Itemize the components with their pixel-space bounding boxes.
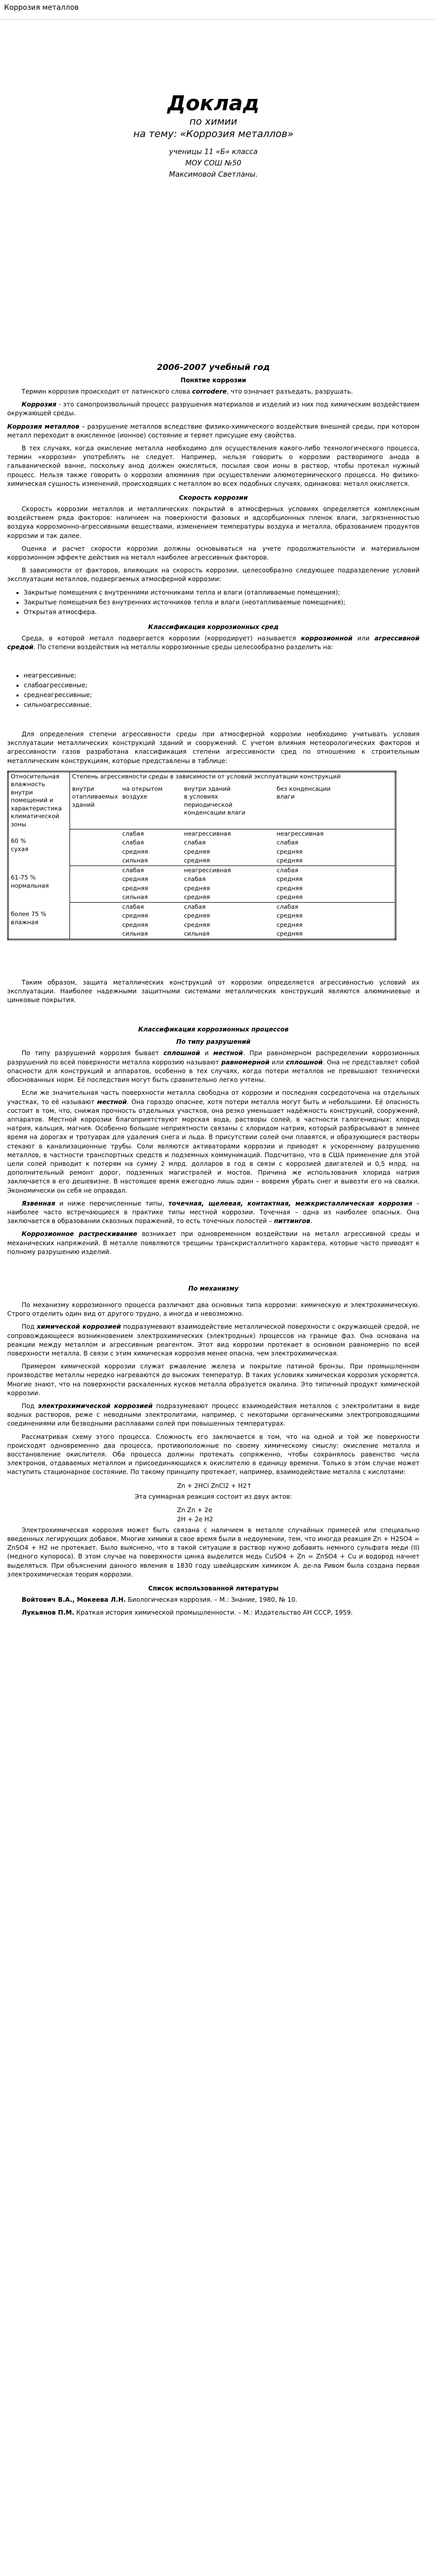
- school-year: 2006-2007 учебный год: [156, 362, 270, 372]
- list-item: • Открытая атмосфера.: [24, 608, 420, 617]
- paragraph: Эта суммарная реакция состоит из двух актов:: [134, 1493, 292, 1500]
- paragraph: По типу разрушений коррозия бывает сплошной и местной. При равномерном распределении коррозионных разрушений по всей поверхности металла коррозию называют равномерной или сплошной. Она не представляет собой опасности для конструкций и аппаратов, особенно в тех случаях, когда потери металлов не превышают технически обоснованных норм. Её последствия могут быть сравнительно легко учтены.: [7, 1049, 420, 1084]
- doc-type: Доклад: [167, 92, 259, 115]
- paragraph: Язвенная и ниже перечисленные типы, точечная, щелевая, контактная, межкристаллическая коррозия – наиболее часто встречающиеся в практике типы местной коррозии. Точечная – одна из наиболее опасных. Она заключается в образовании сквозных поражений, то есть точечных полостей – питтингов.: [7, 1199, 420, 1225]
- table-row: 60 % сухая слабая неагрессивная неагрессивная: [8, 829, 396, 838]
- section-title-media: Классификация коррозионных сред: [148, 623, 279, 631]
- paragraph: Коррозионное растрескивание возникает при одновременном воздействии на металл агрессивной среды и механических напряжений. В металле появляются трещины транскристаллитного характера, которые часто приводят к полному разрушению изделий.: [7, 1230, 420, 1256]
- table-row: слабая слабая слабая: [122, 839, 299, 846]
- table-row: средняя средняя средняя: [122, 921, 303, 928]
- list-item: • Закрытые помещения с внутренними источниками тепла и влаги (отапливаемые помещения);: [24, 588, 420, 597]
- table-row: средняя средняя средняя: [122, 848, 303, 855]
- cover-block: [7, 92, 420, 180]
- reference-item: Лукьянов П.М. Краткая история химической промышленности. – М.: Издательство АН СССР, 1959.: [22, 1609, 353, 1617]
- table-group-label: 60 % сухая: [8, 829, 70, 866]
- school-line: МОУ СОШ №50: [185, 159, 241, 167]
- table-subheader: на открытом воздухе: [120, 785, 182, 829]
- subject-line: по химии: [189, 116, 237, 127]
- table-row: средняя средняя средняя: [122, 884, 303, 892]
- table-row: средняя слабая средняя: [122, 875, 303, 883]
- paragraph: В тех случаях, когда окисление металла необходимо для осуществления какого-либо технологического процесса, термин «коррозия» употреблять не следует. Например, нельзя говорить о коррозии растворимого анода в гальванической ванне, поскольку анод должен окисляться, посылая свои ионы в раствор, чтобы протекал нужный процесс. Нельзя также говорить о коррозии алюминия при осуществлении алюмотермического процесса. Но физико-химическая сущность изменений, происходящих с металлом во всех подобных случаях, одинакова: металл окисляется.: [7, 445, 420, 487]
- table-header-humidity: Относительная влажность внутри помещений и характеристика климатической зоны: [8, 771, 70, 829]
- topic-line: на тему: «Коррозия металлов»: [133, 128, 293, 140]
- formula: Zn Zn + 2e: [177, 1506, 213, 1514]
- conditions-list: [24, 588, 420, 617]
- references-title: Список использованной литературы: [148, 1585, 279, 1592]
- paragraph: Электрохимическая коррозия может быть связана с наличием в металле случайных примесей или специально введенных легирующих добавок. Многие химики в свое время были в недоумении, тем, что иногда реакция Zn + H2SO4 = ZnSO4 + H2 не протекает. Было выяснено, что в такой ситуации в раствор нужно добавить немного сульфата меди (II) (медного купороса). В этом случае на поверхности цинка выделится медь CuSO4 + Zn = ZnSO4 + Cu и водород начнет выделяться. При объяснении данного явления в 1830 году швейцарским химиком А. де-ла Ривом была создана первая электрохимическая теория коррозии.: [7, 1526, 420, 1578]
- list-item: • слабоагрессивные;: [24, 681, 420, 690]
- formula: Zn + 2HCl ZnCl2 + H2↑: [177, 1482, 252, 1489]
- paragraph: В зависимости от факторов, влияющих на скорость коррозии, целесообразно следующее подразделение условий эксплуатации металлов, подвергаемых атмосферной коррозии:: [7, 567, 420, 583]
- paragraph: По механизму коррозионного процесса различают два основных типа коррозии: химическую и электрохимическую. Строго отделить один вид от другого трудно, а иногда и невозможно.: [7, 1301, 420, 1318]
- formula: 2H + 2e H2: [177, 1515, 213, 1523]
- section-title-classification: Классификация коррозионных процессов: [138, 1026, 289, 1033]
- table-row: сильная средняя средняя: [8, 856, 396, 866]
- paragraph: Для определения степени агрессивности среды при атмосферной коррозии необходимо учитывать условия эксплуатации металлических конструкций зданий и сооружений. С учетом влияния метеорологических факторов и агрессивности газов разработана классификация степени агрессивности сред по отношению к строительным металлическим конструкциям, которые представлены в таблице:: [7, 731, 420, 765]
- student-line: ученицы 11 «Б» класса: [169, 148, 258, 156]
- table-header-degree: Степень агрессивности среды в зависимости от условий эксплуатации конструкций: [72, 772, 341, 780]
- subsection-title-mechanism: По механизму: [188, 1284, 239, 1292]
- list-item: • неагрессивные;: [24, 671, 420, 680]
- site-header: [0, 0, 436, 20]
- paragraph: Под электрохимической коррозией подразумевают процесс взаимодействия металлов с электролитами в виде водных растворов, реже с неводными электролитами, например, с некоторыми органическими электропроводящими соединениями или безводными расплавами солей при повышенных температурах.: [7, 1402, 420, 1428]
- reference-item: Войтович В.А., Мокеева Л.Н. Биологическая коррозия. – М.: Знание, 1980, № 10.: [22, 1596, 298, 1604]
- paragraph: Скорость коррозии металлов и металлических покрытий в атмосферных условиях определяется комплексным воздействием ряда факторов: наличием на поверхности фазовых и адсорбционных пленок влаги, загрязненностью воздуха коррозионно-агрессивными веществами, изменением температуры воздуха и металла, образованием продуктов коррозии и так далее.: [7, 505, 420, 539]
- list-item: • Закрытые помещения без внутренних источников тепла и влаги (неотапливаемые помещения);: [24, 598, 420, 607]
- table-subheader: без конденсации влаги: [274, 785, 395, 829]
- site-title: Коррозия металлов: [4, 4, 79, 12]
- aggressiveness-table: [7, 771, 396, 940]
- paragraph: Примером химической коррозии служат ржавление железа и покрытие патиной бронзы. При промышленном производстве металлы нередко нагреваются до высоких температур. В таких условиях химическая коррозия ускоряется. Многие знают, что на поверхности раскаленных кусков металла образуется окалина. Это типичный продукт химической коррозии.: [7, 1363, 420, 1397]
- list-item: • среднеагрессивные;: [24, 691, 420, 700]
- paragraph: Оценка и расчет скорости коррозии должны основываться на учете продолжительности и материальном коррозионном эффекте действия на металл наиболее агрессивных факторов.: [7, 545, 420, 562]
- list-item: • сильноагрессивные.: [24, 701, 420, 709]
- paragraph: Коррозия - это самопроизвольный процесс разрушения материалов и изделий из них под химическим воздействием окружающей среды.: [7, 401, 420, 417]
- paragraph: Среда, в которой металл подвергается коррозии (корродирует) называется коррозионной или агрессивной средой. По степени воздействия на металлы коррозионные среды целесообразно разделить на:: [7, 634, 420, 651]
- table-subheader: внутри отапливаемых зданий: [70, 785, 120, 829]
- section-title-concept: Понятие коррозии: [180, 377, 247, 384]
- table-row: 61-75 % нормальная слабая неагрессивная слабая: [8, 866, 396, 875]
- table-subheader: внутри зданий в условиях периодической конденсации влаги: [182, 785, 274, 829]
- table-row: сильная средняя средняя: [8, 893, 396, 902]
- subsection-title-damage: По типу разрушений: [176, 1038, 251, 1046]
- table-group-label: более 75 % влажная: [8, 902, 70, 939]
- table-row: более 75 % влажная слабая слабая слабая: [8, 902, 396, 911]
- paragraph: Если же значительная часть поверхности металла свободна от коррозии и последняя сосредоточена на отдельных участках, то её называют местной. Она гораздо опаснее, хотя потери металла могут быть и небольшими. Её опасность состоит в том, что, снижая прочность отдельных участков, она резко уменьшает надёжность конструкций, сооружений, аппаратов. Местной коррозии благоприятствуют морская вода, растворы солей, в частности галогенидных: хлорид натрия, кальция, магния. Особенно большие неприятности связаны с хлоридом натрия, который разбрасывают в зимнее время на дорогах и тротуарах для удаления снега и льда. В присутствии солей они плавятся, и образующиеся растворы стекают в канализационные трубы. Соли являются активаторами коррозии и приводят к ускоренному разрушению металлов, в частности транспортных средств и подземных коммуникаций. Подсчитано, что в США применение для этой цели солей приводит к потерям на сумму 2 млрд. долларов в год в связи с коррозией двигателей и 0,5 млрд. на дополнительный ремонт дорог, подземных магистралей и мостов. Причина же использования хлорида натрия заключается в его дешевизне. В настоящее время ежегодно лишь один – вовремя убрать снег и вывезти его на свалки. Экономически он себя не оправдал.: [7, 1089, 420, 1194]
- table-row: средняя средняя средняя: [122, 912, 303, 920]
- paragraph: Коррозия металлов – разрушение металлов вследствие физико-химического воздействия внешней среды, при котором металл переходит в окисленное (ионное) состояние и теряет присущие ему свойства.: [7, 422, 420, 439]
- author-name: Максимовой Светланы.: [169, 171, 258, 179]
- paragraph: Рассматривая схему этого процесса. Сложность его заключается в том, что на одной и той же поверхности происходят одновременно два процесса, противоположные по своему химическому смыслу: окисление металла и восстановление окислителя. Оба процесса должны протекать сопряженно, чтобы сохранялось равенство числа электронов, отдаваемых металлом и присоединяющихся к окислителю в единицу времени. Только в этом случае может наступить стационарное состояние. По такому принципу протекает, например, взаимодействие металла с кислотами:: [7, 1433, 420, 1476]
- table-group-label: 61-75 % нормальная: [8, 866, 70, 902]
- table-row: сильная сильная средняя: [122, 930, 303, 938]
- paragraph: Термин коррозия происходит от латинского слова corrodere, что означает разъедать, разрушать.: [22, 388, 353, 395]
- section-title-speed: Скорость коррозии: [179, 494, 248, 502]
- paragraph: Таким образом, защита металлических конструкций от коррозии определяется агрессивностью условий их эксплуатации. Наиболее надежными защитными системами металлических конструкций являются алюминиевые и цинковые покрытия.: [7, 978, 420, 1004]
- document: [0, 92, 436, 1617]
- references-list: [7, 1596, 420, 1617]
- media-list: [24, 671, 420, 709]
- paragraph: Под химической коррозией подразумевают взаимодействие металлической поверхности с окружающей средой, не сопровождающееся возникновением электрохимических (электродных) процессов на границе фаз. Она основана на реакции между металлом и агрессивным реагентом. Этот вид коррозии протекает в основном равномерно по всей поверхности металла. В связи с этим химическая коррозия менее опасна, чем электрохимическая.: [7, 1323, 420, 1357]
